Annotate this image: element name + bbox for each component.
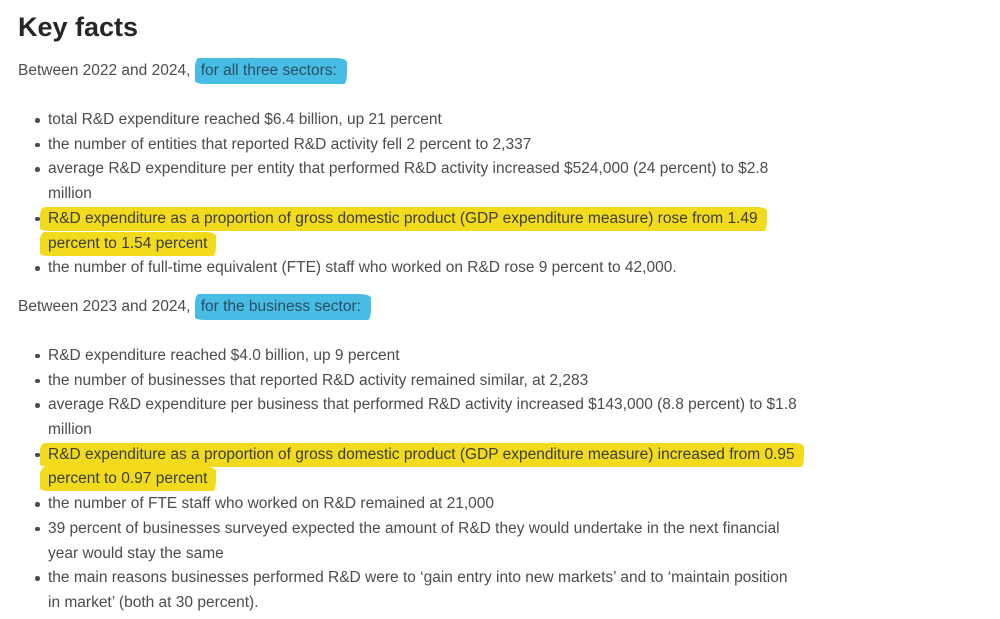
fact-item xyxy=(34,369,802,394)
fact-text: R&D expenditure reached $4.0 billion, up 9 percent xyxy=(48,346,400,364)
fact-text: average R&D expenditure per entity that performed R&D activity increased $524,000 (24 percent) to $2.8 million xyxy=(48,160,769,203)
fact-item xyxy=(34,393,802,442)
fact-list-all-sectors xyxy=(18,108,808,281)
intro-prefix: Between 2022 and 2024, xyxy=(18,62,195,79)
fact-item xyxy=(34,207,802,256)
fact-text: the number of entities that reported R&D activity fell 2 percent to 2,337 xyxy=(48,135,532,153)
fact-item xyxy=(34,517,802,566)
fact-text: the number of full-time equivalent (FTE) staff who worked on R&D rose 9 percent to 42,000. xyxy=(48,259,677,277)
fact-item xyxy=(34,133,802,158)
fact-text: the main reasons businesses performed R&D were to ‘gain entry into new markets’ and to ‘maintain position in market’ (both at 30 percent). xyxy=(48,569,788,611)
fact-item xyxy=(34,256,802,281)
fact-item xyxy=(34,344,802,369)
fact-text: total R&D expenditure reached $6.4 billion, up 21 percent xyxy=(48,111,442,128)
blue-highlight: for all three sectors: xyxy=(195,58,347,84)
fact-text: the number of businesses that reported R&D activity remained similar, at 2,283 xyxy=(48,371,589,389)
fact-item xyxy=(34,157,802,206)
fact-text: average R&D expenditure per business that performed R&D activity increased $143,000 (8.8 percent) to $1.8 million xyxy=(48,396,797,439)
intro-paragraph-business-sector xyxy=(18,298,980,315)
fact-item xyxy=(34,566,802,615)
intro-paragraph-all-sectors xyxy=(18,62,980,79)
fact-text: 39 percent of businesses surveyed expected the amount of R&D they would undertake in the next financial year would stay the same xyxy=(48,519,780,562)
yellow-highlight: R&D expenditure as a proportion of gross domestic product (GDP expenditure measure) increased from 0.95 percent to 0.97 percent xyxy=(40,443,804,492)
fact-item xyxy=(34,492,802,517)
fact-item xyxy=(34,108,802,133)
intro-prefix: Between 2023 and 2024, xyxy=(18,297,195,315)
yellow-highlight: R&D expenditure as a proportion of gross domestic product (GDP expenditure measure) rose from 1.49 percent to 1.54 percent xyxy=(40,207,767,256)
fact-list-business-sector xyxy=(18,344,808,616)
page-title: Key facts xyxy=(18,12,139,42)
blue-highlight: for the business sector: xyxy=(195,294,371,320)
fact-item xyxy=(34,443,802,492)
fact-text: the number of FTE staff who worked on R&D remained at 21,000 xyxy=(48,495,495,513)
